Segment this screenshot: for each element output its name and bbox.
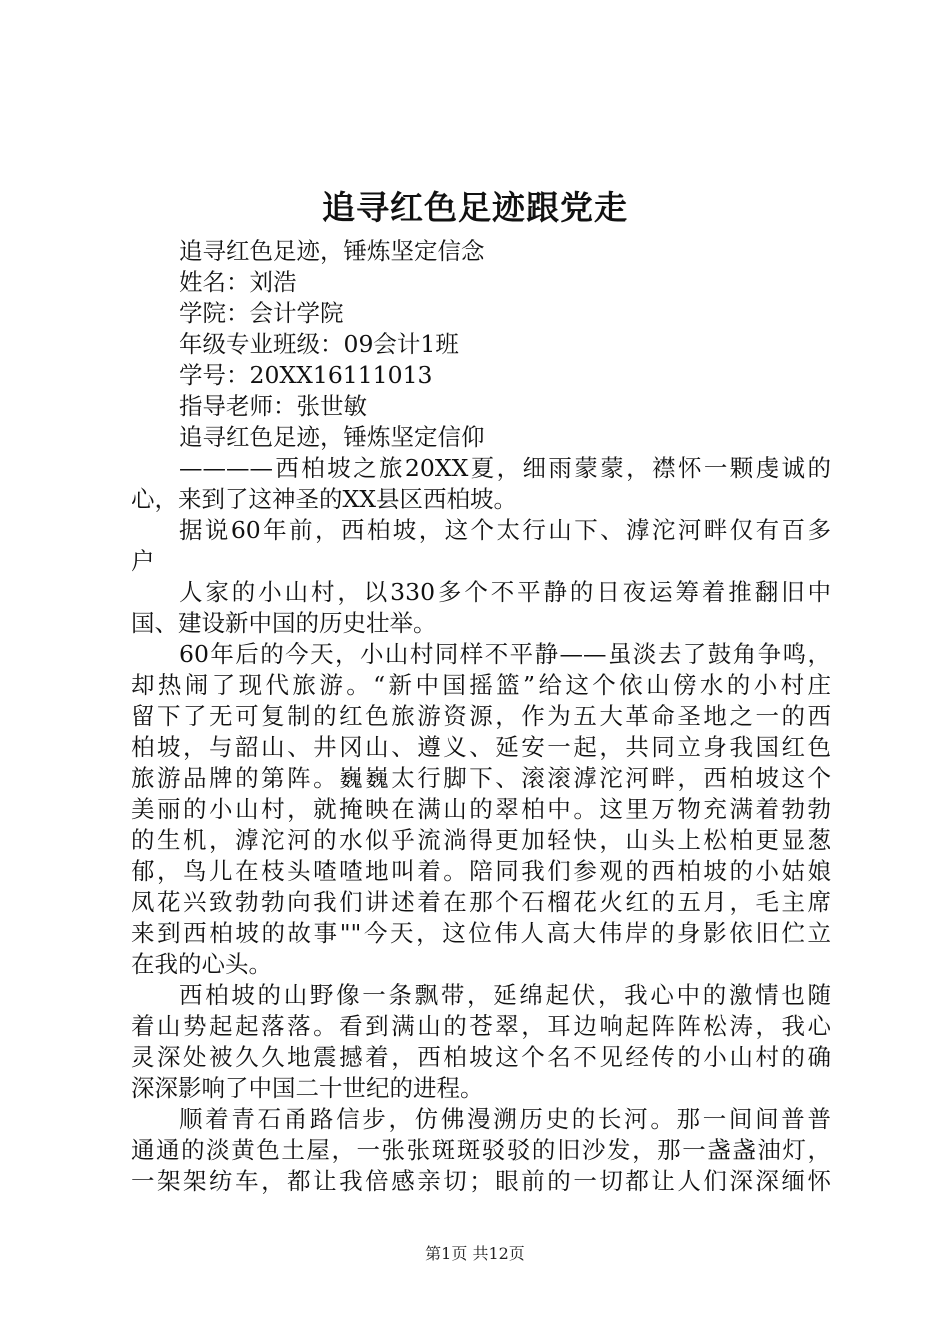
text-line: 在我的心头。 bbox=[131, 950, 272, 978]
text-line: 据说60年前，西柏坡，这个太行山下、滹沱河畔仅有百多 bbox=[179, 516, 831, 544]
text-line: 姓名：刘浩 bbox=[179, 268, 297, 296]
text-line: 西柏坡的山野像一条飘带，延绵起伏，我心中的激情也随 bbox=[179, 981, 831, 1009]
text-line: 旅游品牌的第阵。巍巍太行脚下、滚滚滹沱河畔，西柏坡这个 bbox=[131, 764, 831, 792]
text-line: 户 bbox=[131, 547, 155, 575]
text-line: 留下了无可复制的红色旅游资源，作为五大革命圣地之一的西 bbox=[131, 702, 831, 730]
text-line: 心，来到了这神圣的XX县区西柏坡。 bbox=[131, 485, 517, 513]
text-line: 指导老师：张世敏 bbox=[179, 392, 367, 420]
text-line: 的生机，滹沱河的水似乎流淌得更加轻快，山头上松柏更显葱 bbox=[131, 826, 831, 854]
text-line: 学院：会计学院 bbox=[179, 299, 344, 327]
text-line: 年级专业班级：09会计1班 bbox=[179, 330, 459, 358]
text-line: 人家的小山村，以330多个不平静的日夜运筹着推翻旧中 bbox=[179, 578, 831, 606]
text-line: 来到西柏坡的故事""今天，这位伟人高大伟岸的身影依旧伫立 bbox=[131, 919, 831, 947]
text-line: 美丽的小山村，就掩映在满山的翠柏中。这里万物充满着勃勃 bbox=[131, 795, 831, 823]
text-line: 学号：20XX16111013 bbox=[179, 361, 433, 389]
text-line: ————西柏坡之旅20XX夏，细雨蒙蒙，襟怀一颗虔诚的 bbox=[179, 454, 831, 482]
text-line: 追寻红色足迹，锤炼坚定信仰 bbox=[179, 423, 485, 451]
text-line: 通通的淡黄色土屋，一张张斑斑驳驳的旧沙发，那一盏盏油灯， bbox=[131, 1136, 831, 1164]
text-line: 凤花兴致勃勃向我们讲述着在那个石榴花火红的五月，毛主席 bbox=[131, 888, 831, 916]
text-line: 60年后的今天，小山村同样不平静——虽淡去了鼓角争鸣， bbox=[179, 640, 831, 668]
page-footer: 第1页 共12页 bbox=[425, 1244, 525, 1263]
text-line: 柏坡，与韶山、井冈山、遵义、延安一起，共同立身我国红色 bbox=[131, 733, 831, 761]
text-line: 一架架纺车，都让我倍感亲切；眼前的一切都让人们深深缅怀 bbox=[131, 1167, 831, 1195]
document-body bbox=[131, 236, 831, 1197]
text-line: 却热闹了现代旅游。“新中国摇篮”给这个依山傍水的小村庄 bbox=[131, 671, 831, 699]
text-line: 顺着青石甬路信步，仿佛漫溯历史的长河。那一间间普普 bbox=[179, 1105, 831, 1133]
text-line: 着山势起起落落。看到满山的苍翠，耳边响起阵阵松涛，我心 bbox=[131, 1012, 831, 1040]
text-line: 追寻红色足迹，锤炼坚定信念 bbox=[179, 237, 485, 265]
text-line: 郁，鸟儿在枝头喳喳地叫着。陪同我们参观的西柏坡的小姑娘 bbox=[131, 857, 831, 885]
text-line: 灵深处被久久地震撼着，西柏坡这个名不见经传的小山村的确 bbox=[131, 1043, 831, 1071]
text-line: 深深影响了中国二十世纪的进程。 bbox=[131, 1074, 484, 1102]
document-title: 追寻红色足迹跟党走 bbox=[322, 188, 628, 227]
text-line: 国、建设新中国的历史壮举。 bbox=[131, 609, 437, 637]
